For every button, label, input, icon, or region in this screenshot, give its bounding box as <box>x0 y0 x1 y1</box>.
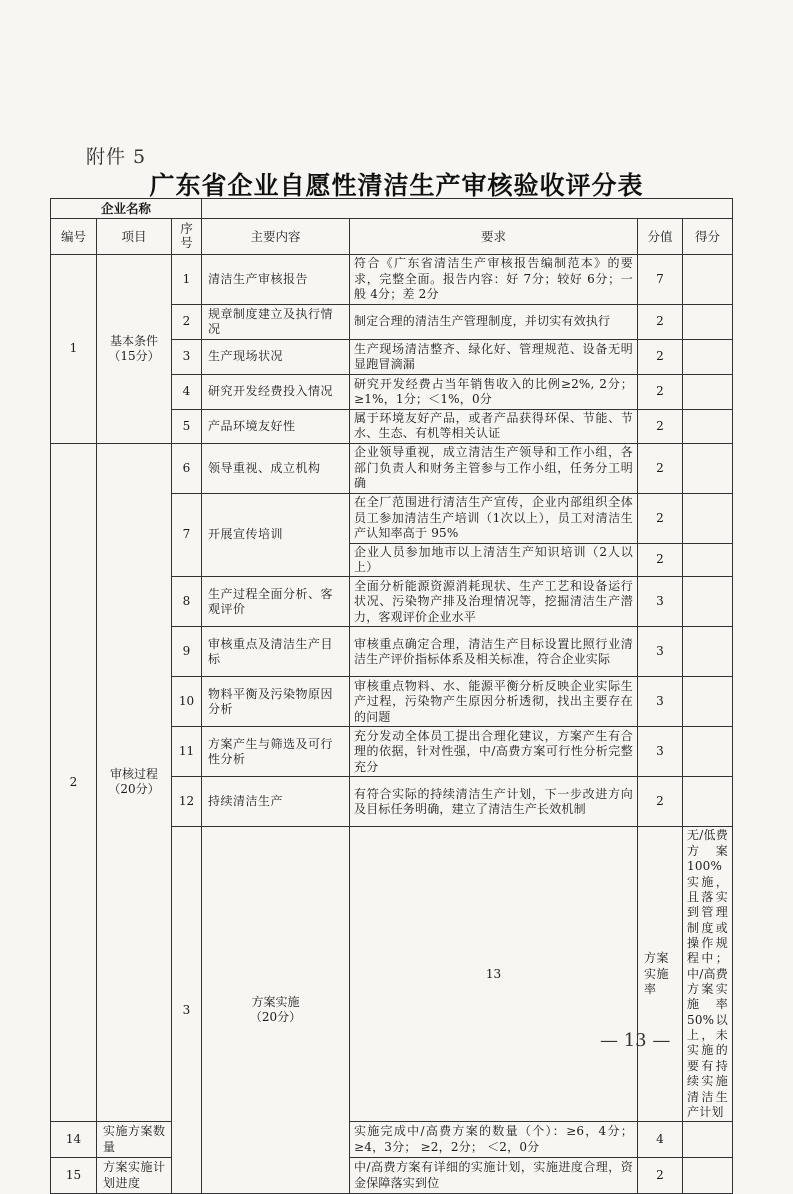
row-content: 开展宣传培训 <box>202 493 350 577</box>
row-requirement: 实施完成中/高费方案的数量（个）：≥6，4分； ≥4，3分； ≥2，2分； ＜2，0分 <box>350 1122 638 1158</box>
row-requirement: 审核重点物料、水、能源平衡分析反映企业实际生产过程，污染物产生原因分析透彻，找出主要存在的问题 <box>350 677 638 727</box>
category-title: 审核过程 <box>109 767 158 782</box>
row-seq: 3 <box>172 340 202 375</box>
category-points: （20分） <box>108 782 160 797</box>
row-requirement: 充分发动全体员工提出合理化建议，方案产生有合理的依据，针对性强，中/高费方案可行性分析完整充分 <box>350 727 638 777</box>
row-seq: 13 <box>350 827 638 1122</box>
row-requirement: 企业人员参加地市以上清洁生产知识培训（2人以上） <box>350 543 638 577</box>
row-seq: 8 <box>172 577 202 627</box>
row-seq: 12 <box>172 777 202 827</box>
row-content: 审核重点及清洁生产目标 <box>202 627 350 677</box>
row-requirement: 企业领导重视，成立清洁生产领导和工作小组，各部门负责人和财务主管参与工作小组，任务分工明确 <box>350 443 638 493</box>
row-requirement: 研究开发经费占当年销售收入的比例≥2%, 2分；≥1%，1分；＜1%，0分 <box>350 375 638 410</box>
row-seq: 5 <box>172 410 202 444</box>
row-requirement: 无/低费方案 100%实施，且落实到管理制度或操作规程中；中/高费方案实施率 50%以上，未实施的要有持续实施清洁生产计划 <box>683 827 733 1122</box>
row-seq: 9 <box>172 627 202 677</box>
row-score: 3 <box>638 677 683 727</box>
category-title: 基本条件 <box>109 333 158 348</box>
row-seq: 11 <box>172 727 202 777</box>
page-number: — 13 — <box>600 1030 671 1051</box>
row-content: 领导重视、成立机构 <box>202 443 350 493</box>
company-name-value[interactable] <box>202 199 733 219</box>
row-seq: 10 <box>172 677 202 727</box>
row-seq: 2 <box>172 305 202 340</box>
row-score: 2 <box>638 543 683 577</box>
row-score: 3 <box>638 627 683 677</box>
row-got-score[interactable] <box>683 1158 733 1194</box>
col-header-no: 编号 <box>51 219 97 255</box>
col-header-content: 主要内容 <box>202 219 350 255</box>
row-content: 实施方案数量 <box>97 1122 172 1158</box>
row-score: 3 <box>638 577 683 627</box>
row-content: 方案产生与筛选及可行性分析 <box>202 727 350 777</box>
row-requirement: 属于环境友好产品，或者产品获得环保、节能、节水、生态、有机等相关认证 <box>350 410 638 444</box>
row-got-score[interactable] <box>683 677 733 727</box>
row-got-score[interactable] <box>683 627 733 677</box>
row-got-score[interactable] <box>683 493 733 543</box>
col-header-req: 要求 <box>350 219 638 255</box>
table-row <box>51 1122 733 1158</box>
row-content: 物料平衡及污染物原因分析 <box>202 677 350 727</box>
company-name-label: 企业名称 <box>51 199 202 219</box>
row-got-score[interactable] <box>683 543 733 577</box>
document-title: 广东省企业自愿性清洁生产审核验收评分表 <box>149 171 644 200</box>
row-requirement: 制定合理的清洁生产管理制度，并切实有效执行 <box>350 305 638 340</box>
row-got-score[interactable] <box>683 340 733 375</box>
row-requirement: 审核重点确定合理，清洁生产目标设置比照行业清洁生产评价指标体系及相关标准，符合企业实际 <box>350 627 638 677</box>
row-score: 2 <box>638 443 683 493</box>
row-requirement: 在全厂范围进行清洁生产宣传，企业内部组织全体员工参加清洁生产培训（1次以上），员工对清洁生产认知率高于 95% <box>350 493 638 543</box>
col-header-seq-text: 序号 <box>180 221 193 250</box>
row-score: 3 <box>638 727 683 777</box>
table-row <box>51 443 733 493</box>
row-got-score[interactable] <box>683 375 733 410</box>
row-requirement: 有符合实际的持续清洁生产计划，下一步改进方向及目标任务明确，建立了清洁生产长效机制 <box>350 777 638 827</box>
row-requirement: 符合《广东省清洁生产审核报告编制范本》的要求，完整全面。报告内容：好 7分；较好 6分；一般 4分；差 2分 <box>350 255 638 305</box>
row-score: 2 <box>638 375 683 410</box>
row-got-score[interactable] <box>683 410 733 444</box>
col-header-item: 项目 <box>97 219 172 255</box>
row-score: 2 <box>638 305 683 340</box>
row-content: 清洁生产审核报告 <box>202 255 350 305</box>
row-got-score[interactable] <box>683 727 733 777</box>
row-got-score[interactable] <box>683 577 733 627</box>
table-row <box>51 255 733 305</box>
row-score: 2 <box>638 1158 683 1194</box>
row-score: 2 <box>638 493 683 543</box>
category-no: 1 <box>51 255 97 444</box>
company-row <box>51 199 733 219</box>
category-name <box>97 443 172 1122</box>
category-points: （15分） <box>108 348 160 363</box>
header-row <box>51 219 733 255</box>
row-seq: 14 <box>51 1122 97 1158</box>
row-seq: 15 <box>51 1158 97 1194</box>
category-points: （20分） <box>249 1010 302 1025</box>
row-score: 2 <box>638 340 683 375</box>
col-header-score: 分值 <box>638 219 683 255</box>
category-title: 方案实施 <box>251 994 300 1009</box>
table-row <box>51 1158 733 1194</box>
row-content: 持续清洁生产 <box>202 777 350 827</box>
row-got-score[interactable] <box>683 1122 733 1158</box>
row-score: 2 <box>638 777 683 827</box>
row-content: 研究开发经费投入情况 <box>202 375 350 410</box>
row-seq: 7 <box>172 493 202 577</box>
row-score: 2 <box>638 410 683 444</box>
row-content: 生产过程全面分析、客观评价 <box>202 577 350 627</box>
col-header-seq <box>172 219 202 255</box>
row-content: 方案实施率 <box>638 827 683 1122</box>
row-requirement: 中/高费方案有详细的实施计划，实施进度合理，资金保障落实到位 <box>350 1158 638 1194</box>
row-seq: 6 <box>172 443 202 493</box>
row-score: 7 <box>638 255 683 305</box>
category-name <box>202 827 350 1194</box>
row-score: 4 <box>638 1122 683 1158</box>
row-got-score[interactable] <box>683 255 733 305</box>
row-got-score[interactable] <box>683 443 733 493</box>
row-seq: 4 <box>172 375 202 410</box>
row-requirement: 生产现场清洁整齐、绿化好、管理规范、设备无明显跑冒滴漏 <box>350 340 638 375</box>
attachment-label: 附件 5 <box>86 146 147 168</box>
row-got-score[interactable] <box>683 305 733 340</box>
row-content: 产品环境友好性 <box>202 410 350 444</box>
category-no: 2 <box>51 443 97 1122</box>
category-name <box>97 255 172 444</box>
row-content: 生产现场状况 <box>202 340 350 375</box>
col-header-got: 得分 <box>683 219 733 255</box>
row-requirement: 全面分析能源资源消耗现状、生产工艺和设备运行状况、污染物产排及治理情况等，挖掘清洁生产潜力，客观评价企业水平 <box>350 577 638 627</box>
row-content: 方案实施计划进度 <box>97 1158 172 1194</box>
row-content: 规章制度建立及执行情况 <box>202 305 350 340</box>
row-seq: 1 <box>172 255 202 305</box>
category-no: 3 <box>172 827 202 1194</box>
row-got-score[interactable] <box>683 777 733 827</box>
